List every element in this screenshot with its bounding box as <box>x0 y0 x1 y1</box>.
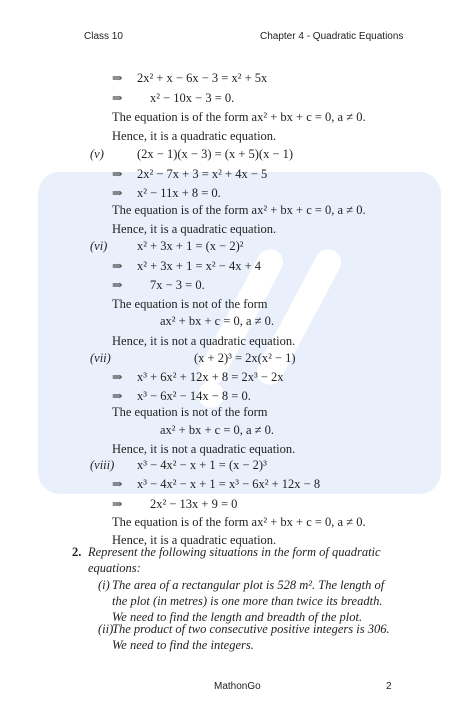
implies-arrow: ⇒ <box>112 186 123 200</box>
sub-part-label: (vii) <box>90 351 111 365</box>
solution-line: Hence, it is not a quadratic equation. <box>112 442 296 456</box>
item-text: The area of a rectangular plot is 528 m². The length of <box>112 578 385 592</box>
solution-line: x² − 11x + 8 = 0. <box>137 186 221 200</box>
solution-line: Hence, it is a quadratic equation. <box>112 129 277 143</box>
question-number: 2. <box>72 545 82 559</box>
solution-line: (x + 2)³ = 2x(x² − 1) <box>194 351 296 365</box>
solution-line: Hence, it is not a quadratic equation. <box>112 334 296 348</box>
solution-line: x³ + 6x² + 12x + 8 = 2x³ − 2x <box>137 370 284 384</box>
solution-line: 2x² − 7x + 3 = x² + 4x − 5 <box>137 167 268 181</box>
implies-arrow: ⇒ <box>112 71 123 85</box>
solution-line: The equation is of the form ax² + bx + c = 0, a ≠ 0. <box>112 110 366 124</box>
solution-line: x² − 10x − 3 = 0. <box>150 91 235 105</box>
solution-line: The equation is of the form ax² + bx + c = 0, a ≠ 0. <box>112 203 366 217</box>
sub-part-label: (viii) <box>90 458 115 472</box>
solution-line: The equation is of the form ax² + bx + c = 0, a ≠ 0. <box>112 515 366 529</box>
solution-line: ax² + bx + c = 0, a ≠ 0. <box>160 314 275 328</box>
implies-arrow: ⇒ <box>112 370 123 384</box>
item-text: The product of two consecutive positive integers is 306. <box>112 622 390 636</box>
implies-arrow: ⇒ <box>112 167 123 181</box>
sub-part-label: (v) <box>90 147 104 161</box>
header-class: Class 10 <box>84 31 123 42</box>
page-number: 2 <box>386 681 392 692</box>
item-label: (i) <box>98 578 110 592</box>
solution-line: (2x − 1)(x − 3) = (x + 5)(x − 1) <box>137 147 294 161</box>
solution-line: Hence, it is a quadratic equation. <box>112 533 277 547</box>
question-text: Represent the following situations in the form of quadratic <box>88 545 381 559</box>
implies-arrow: ⇒ <box>112 497 123 511</box>
item-label: (ii) <box>98 622 114 636</box>
solution-line: 7x − 3 = 0. <box>150 278 205 292</box>
implies-arrow: ⇒ <box>112 477 123 491</box>
implies-arrow: ⇒ <box>112 389 123 403</box>
solution-line: Hence, it is a quadratic equation. <box>112 222 277 236</box>
item-text: the plot (in metres) is one more than twice its breadth. <box>112 594 383 608</box>
solution-line: x³ − 4x² − x + 1 = (x − 2)³ <box>137 458 267 472</box>
question-text: equations: <box>88 561 141 575</box>
solution-line: x³ − 4x² − x + 1 = x³ − 6x² + 12x − 8 <box>137 477 321 491</box>
sub-part-label: (vi) <box>90 239 108 253</box>
header-chapter: Chapter 4 - Quadratic Equations <box>260 31 404 42</box>
item-text: We need to find the length and breadth of the plot. <box>112 610 363 624</box>
solution-line: The equation is not of the form <box>112 297 268 311</box>
implies-arrow: ⇒ <box>112 278 123 292</box>
implies-arrow: ⇒ <box>112 259 123 273</box>
footer-brand: MathonGo <box>214 681 261 692</box>
solution-line: x² + 3x + 1 = x² − 4x + 4 <box>137 259 261 273</box>
solution-line: ax² + bx + c = 0, a ≠ 0. <box>160 423 275 437</box>
solution-line: The equation is not of the form <box>112 405 268 419</box>
solution-line: 2x² − 13x + 9 = 0 <box>150 497 238 511</box>
solution-line: x² + 3x + 1 = (x − 2)² <box>137 239 244 253</box>
solution-line: x³ − 6x² − 14x − 8 = 0. <box>137 389 251 403</box>
solution-line: 2x² + x − 6x − 3 = x² + 5x <box>137 71 268 85</box>
implies-arrow: ⇒ <box>112 91 123 105</box>
item-text: We need to find the integers. <box>112 638 254 652</box>
